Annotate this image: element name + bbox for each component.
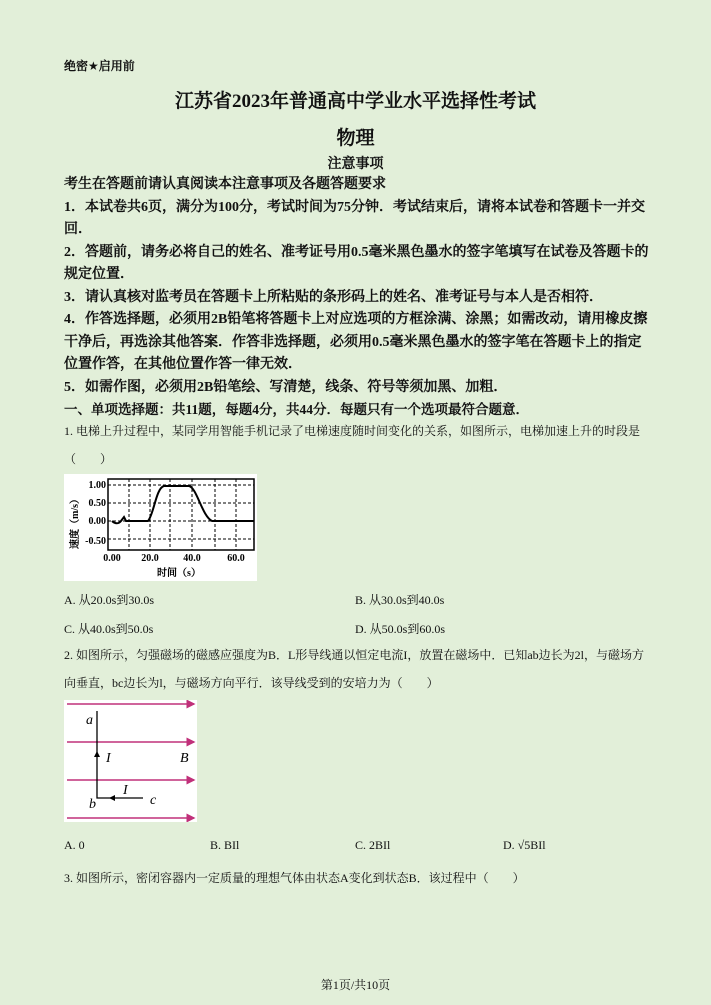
svg-text:0.00: 0.00 xyxy=(103,553,121,564)
svg-text:b: b xyxy=(89,797,96,812)
question-3-stem: 3. 如图所示，密闭容器内一定质量的理想气体由状态A变化到状态B．该过程中（ ） xyxy=(64,871,525,885)
q2-option-a[interactable]: A. 0 xyxy=(64,838,85,852)
svg-text:1.00: 1.00 xyxy=(88,480,106,491)
page-number: 第1页/共10页 xyxy=(320,978,391,992)
svg-text:I: I xyxy=(123,783,128,798)
notes-intro: 考生在答题前请认真阅读本注意事项及各题答题要求 xyxy=(64,177,386,192)
field-svg xyxy=(64,700,197,822)
magnetic-field-figure xyxy=(64,700,197,822)
svg-text:40.0: 40.0 xyxy=(183,553,201,564)
svg-text:0.00: 0.00 xyxy=(88,516,106,527)
q2-option-c[interactable]: C. 2BIl xyxy=(355,838,391,852)
exam-title: 江苏省2023年普通高中学业水平选择性考试 xyxy=(174,91,536,112)
subject-title: 物理 xyxy=(336,128,375,149)
svg-text:a: a xyxy=(86,713,93,728)
notice-heading: 注意事项 xyxy=(327,157,384,172)
svg-text:20.0: 20.0 xyxy=(141,553,159,564)
note-item: 2．答题前，请务必将自己的姓名、准考证号用0.5毫米黑色墨水的签字笔填写在试卷及答题卡的规定位置． xyxy=(64,244,649,282)
notes-block xyxy=(64,174,654,422)
q2-option-d[interactable]: D. √5BIl xyxy=(503,838,546,852)
note-item: 4．作答选择题，必须用2B铅笔将答题卡上对应选项的方框涂满、涂黑；如需改动，请用橡皮擦干净后，再选涂其他答案．作答非选择题，必须用0.5毫米黑色墨水的签字笔在答题卡上的指定位置作答，在其他位置作答一律无效． xyxy=(64,312,648,372)
question-1-stem: 1. 电梯上升过程中，某同学用智能手机记录了电梯速度随时间变化的关系，如图所示，电梯加速上升的时段是（ ） xyxy=(64,424,641,466)
note-item: 1．本试卷共6页，满分为100分，考试时间为75分钟．考试结束后，请将本试卷和答题卡一并交回． xyxy=(64,199,645,237)
svg-text:B: B xyxy=(180,751,189,766)
q1-option-a[interactable]: A. 从20.0s到30.0s xyxy=(64,593,155,607)
note-item: 3．请认真核对监考员在答题卡上所粘贴的条形码上的姓名、准考证号与本人是否相符． xyxy=(64,289,603,305)
q1-option-d[interactable]: D. 从50.0s到60.0s xyxy=(355,622,446,636)
svg-text:c: c xyxy=(150,793,157,808)
question-2-stem: 2. 如图所示，匀强磁场的磁感应强度为B．L形导线通以恒定电流I，放置在磁场中．已知ab边长为2l，与磁场方向垂直，bc边长为l，与磁场方向平行．该导线受到的安培力为（ ） xyxy=(64,648,644,690)
svg-text:0.50: 0.50 xyxy=(88,498,106,509)
svg-text:60.0: 60.0 xyxy=(227,553,245,564)
secret-label: 绝密★启用前 xyxy=(64,59,135,73)
chart-svg xyxy=(64,474,257,581)
svg-text:时间（s）: 时间（s） xyxy=(157,568,201,579)
q1-option-c[interactable]: C. 从40.0s到50.0s xyxy=(64,622,154,636)
svg-text:-0.50: -0.50 xyxy=(85,536,106,547)
svg-text:速度（m/s）: 速度（m/s） xyxy=(70,494,81,549)
q2-option-b[interactable]: B. BIl xyxy=(210,838,240,852)
section-heading: 一、单项选择题：共11题，每题4分，共44分．每题只有一个选项最符合题意． xyxy=(64,402,530,417)
svg-text:I: I xyxy=(106,751,111,766)
note-item: 5．如需作图，必须用2B铅笔绘、写清楚，线条、符号等须加黑、加粗． xyxy=(64,379,508,395)
q1-option-b[interactable]: B. 从30.0s到40.0s xyxy=(355,593,445,607)
velocity-time-chart xyxy=(64,474,257,581)
